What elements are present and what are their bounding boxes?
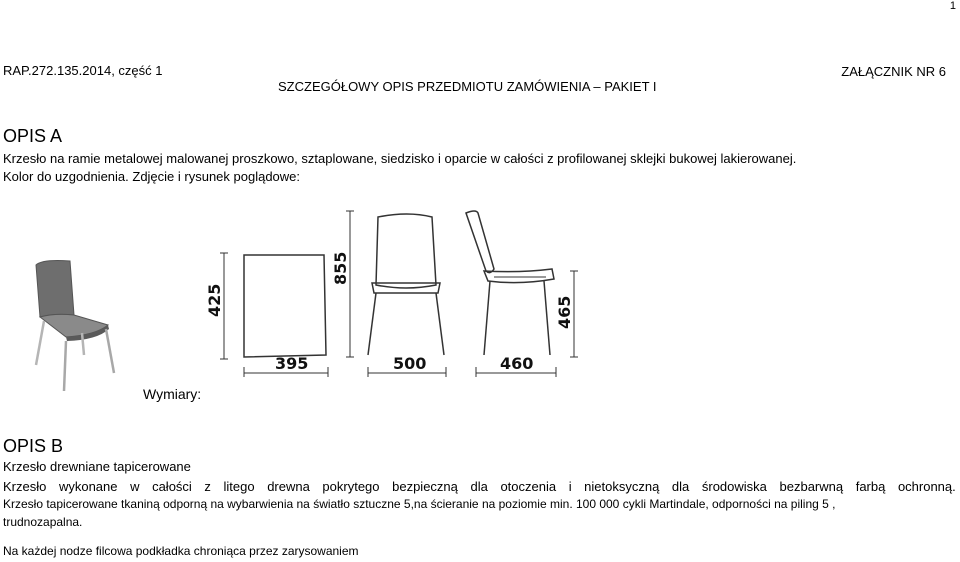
attachment-label: ZAŁĄCZNIK NR 6 [841, 64, 946, 79]
section-b-word: dla [470, 479, 488, 494]
dim-front-width: 500 [393, 354, 427, 373]
dim-side-seat-height: 465 [555, 295, 574, 329]
section-b-word: drewna [267, 479, 310, 494]
section-b-word: środowiska [701, 479, 767, 494]
top-view [220, 253, 328, 377]
page-number: 1 [949, 0, 956, 12]
section-a-line-1: Krzesło na ramie metalowej malowanej proszkowo, sztaplowane, siedzisko i oparcie w całości z profilowanej sklejki bukowej lakierowanej. [3, 151, 797, 166]
section-b-word: pokrytego [322, 479, 380, 494]
section-b-word: bezpieczną [392, 479, 458, 494]
section-b-word: ochronną. [897, 479, 956, 494]
dim-seat-width: 395 [275, 354, 309, 373]
section-b-word: bezbarwną [779, 479, 844, 494]
section-b-word: wykonane [58, 479, 118, 494]
dim-depth: 460 [500, 354, 534, 373]
section-b-line-2 [3, 479, 956, 494]
section-b-word: w [130, 479, 140, 494]
section-b-line-1: Krzesło drewniane tapicerowane [3, 459, 191, 474]
section-b-line-5: Na każdej nodze filcowa podkładka chroniąca przez zarysowaniem [3, 544, 359, 558]
document-reference: RAP.272.135.2014, część 1 [3, 63, 163, 78]
section-b-line-3: Krzesło tapicerowane tkaniną odporną na wybarwienia na światło sztuczne 5,na ścieranie na poziomie min. 100 000 cykli Martindale, odporności na piling 5 , [3, 497, 836, 511]
document-title: SZCZEGÓŁOWY OPIS PRZEDMIOTU ZAMÓWIENIA – PAKIET I [278, 79, 657, 94]
section-b-word: nietoksyczną [584, 479, 660, 494]
dim-seat-height: 425 [205, 283, 224, 317]
section-b-line-4: trudnozapalna. [3, 515, 83, 529]
chair-photo [30, 255, 120, 395]
section-b-word: Krzesło [3, 479, 47, 494]
section-a-line-2: Kolor do uzgodnienia. Zdjęcie i rysunek poglądowe: [3, 169, 301, 184]
section-b-word: z [204, 479, 211, 494]
section-b-word: litego [223, 479, 255, 494]
section-b-heading: OPIS B [3, 436, 64, 456]
section-b-word: farbą [855, 479, 886, 494]
section-b-word: i [568, 479, 572, 494]
section-b-word: otoczenia [500, 479, 557, 494]
section-b-word: całości [152, 479, 192, 494]
section-a-heading: OPIS A [3, 126, 63, 146]
front-view [346, 211, 446, 377]
dim-total-height: 855 [331, 251, 350, 285]
section-b-word: dla [671, 479, 690, 494]
side-view [466, 211, 578, 377]
chair-technical-drawing [200, 205, 590, 380]
dimensions-label: Wymiary: [143, 386, 202, 402]
